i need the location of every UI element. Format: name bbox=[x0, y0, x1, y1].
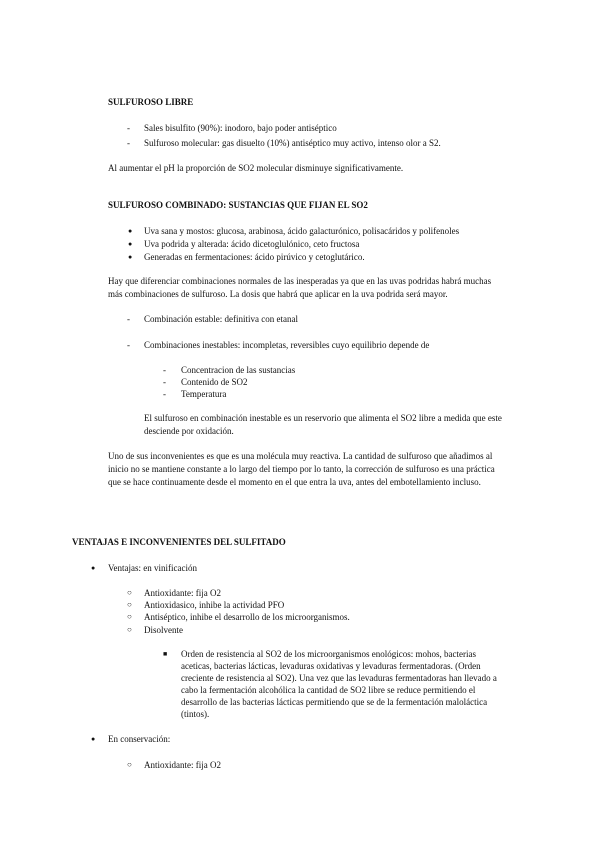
bullet-icon: ● bbox=[128, 240, 133, 248]
list-item-concentracion: Concentracion de las sustancias bbox=[181, 365, 296, 375]
list-item-combinaciones-inestables: Combinaciones inestables: incompletas, reversibles cuyo equilibrio depende de bbox=[144, 340, 430, 350]
paragraph-line: aceticas, bacterias lácticas, levaduras oxidativas y levaduras fermentadoras. (Orden bbox=[181, 661, 481, 671]
bullet-item-uva-podrida: Uva podrida y alterada: ácido dicetoglulónico, ceto fructosa bbox=[144, 239, 360, 249]
list-marker: - bbox=[163, 365, 166, 375]
bullet-icon: ● bbox=[91, 735, 96, 743]
paragraph-line: desciende por oxidación. bbox=[144, 426, 234, 436]
square-bullet-icon: ■ bbox=[163, 650, 168, 658]
bullet-item-uva-sana: Uva sana y mostos: glucosa, arabinosa, ácido galacturónico, polisacáridos y polifenoles bbox=[144, 226, 460, 236]
list-marker: - bbox=[163, 377, 166, 387]
list-item-temperatura: Temperatura bbox=[181, 389, 227, 399]
paragraph-line: Orden de resistencia al SO2 de los microorganismos enológicos: mohos, bacterias bbox=[181, 649, 477, 659]
paragraph-line: desarrollo de las bacterias lácticas permitiendo que se de la fermentación maloláctica bbox=[181, 697, 488, 707]
heading-ventajas-inconvenientes: VENTAJAS E INCONVENIENTES DEL SULFITADO bbox=[72, 537, 286, 547]
heading-sulfuroso-combinado: SULFUROSO COMBINADO: SUSTANCIAS QUE FIJAN EL SO2 bbox=[108, 200, 368, 210]
bullet-icon: ● bbox=[128, 253, 133, 261]
paragraph-line: inicio no se mantiene constante a lo largo del tiempo por lo tanto, la corrección de sulfuroso es una práctica bbox=[108, 464, 495, 474]
paragraph-line: que se hace continuamente desde el momento en el que entra la uva, antes del embotellamiento incluso. bbox=[108, 477, 481, 487]
circle-bullet-icon: ○ bbox=[127, 600, 132, 609]
list-item-sulfuroso-molecular: Sulfuroso molecular: gas disuelto (10%) antiséptico muy activo, intenso olor a S2. bbox=[144, 138, 441, 148]
circle-bullet-icon: ○ bbox=[127, 612, 132, 621]
circle-bullet-icon: ○ bbox=[127, 760, 132, 769]
paragraph-line: Uno de sus inconvenientes es que es una molécula muy reactiva. La cantidad de sulfuroso que añadimos al bbox=[108, 451, 493, 461]
bullet-item-ventajas-vinificacion: Ventajas: en vinificación bbox=[108, 563, 197, 573]
bullet-icon: ● bbox=[91, 564, 96, 572]
list-marker: - bbox=[127, 123, 130, 133]
list-item-combinacion-estable: Combinación estable: definitiva con etanal bbox=[144, 314, 298, 324]
list-marker: - bbox=[127, 314, 130, 324]
list-item-sales-bisulfito: Sales bisulfito (90%): inodoro, bajo poder antiséptico bbox=[144, 123, 337, 133]
list-item-antioxidante-conservacion: Antioxidante: fija O2 bbox=[144, 760, 221, 770]
list-marker: - bbox=[127, 138, 130, 148]
list-item-antioxidante: Antioxidante: fija O2 bbox=[144, 588, 221, 598]
paragraph-line: cabo la fermentación alcohólica la cantidad de SO2 libre se reduce permitiendo el bbox=[181, 685, 476, 695]
paragraph-line: creciente de resistencia al SO2). Una vez que las levaduras fermentadoras han llevado a bbox=[181, 673, 497, 683]
circle-bullet-icon: ○ bbox=[127, 625, 132, 634]
list-marker: - bbox=[163, 389, 166, 399]
paragraph-ph-note: Al aumentar el pH la proporción de SO2 molecular disminuye significativamente. bbox=[108, 163, 404, 173]
paragraph-line: (tintos). bbox=[181, 709, 210, 719]
heading-sulfuroso-libre: SULFUROSO LIBRE bbox=[108, 97, 194, 107]
paragraph-line: Hay que diferenciar combinaciones normales de las inesperadas ya que en las uvas podridas habrá muchas bbox=[108, 276, 492, 286]
list-item-contenido-so2: Contenido de SO2 bbox=[181, 377, 248, 387]
list-item-antiseptico: Antiséptico, inhibe el desarrollo de los microorganismos. bbox=[144, 612, 350, 622]
list-item-antioxidasico: Antioxidasico, inhibe la actividad PFO bbox=[144, 600, 285, 610]
bullet-item-fermentaciones: Generadas en fermentaciones: ácido pirúvico y cetoglutárico. bbox=[144, 252, 365, 262]
bullet-item-conservacion: En conservación: bbox=[108, 734, 171, 744]
list-item-disolvente: Disolvente bbox=[144, 625, 183, 635]
bullet-icon: ● bbox=[128, 227, 133, 235]
list-marker: - bbox=[127, 340, 130, 350]
paragraph-line: más combinaciones de sulfuroso. La dosis que habrá que aplicar en la uva podrida será mayor. bbox=[108, 289, 448, 299]
circle-bullet-icon: ○ bbox=[127, 588, 132, 597]
paragraph-line: El sulfuroso en combinación inestable es un reservorio que alimenta el SO2 libre a medida que este bbox=[144, 413, 502, 423]
